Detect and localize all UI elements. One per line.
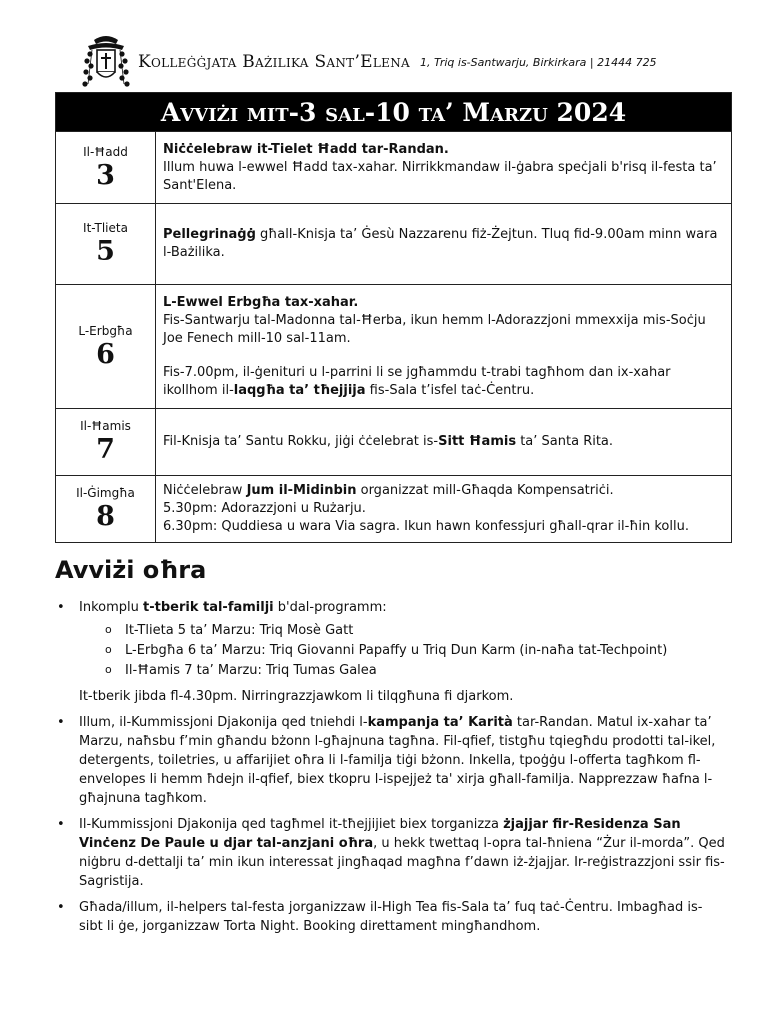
parish-address: 1, Triq is-Santwarju, Birkirkara | 21444 725 (419, 55, 657, 69)
event-text: ta’ Santa Rita. (516, 434, 614, 449)
blessing-schedule-item: o It-Tlieta 5 ta’ Marzu: Triq Mosè Gatt (79, 621, 725, 641)
coat-of-arms-icon (80, 34, 132, 90)
day-cell (56, 476, 156, 543)
day-description (156, 409, 732, 476)
day-name: Il-Ħadd (83, 144, 128, 159)
notice-highlight: kampanja ta’ Karità (367, 715, 513, 730)
day-description (156, 476, 732, 543)
day-description (156, 204, 732, 285)
notice-item (55, 598, 725, 706)
event-text: 6.30pm: Quddiesa u wara Via sagra. Ikun hawn konfessjuri għall-qrar il-ħin kollu. (163, 519, 689, 534)
schedule-row (56, 285, 732, 409)
notice-highlight: żjajjar fir-Residenza San Vinċenz De Paule u djar tal-anzjani oħra (79, 817, 681, 851)
notice-text: Inkomplu (79, 600, 143, 615)
notice-text: tar-Randan. Matul ix-xahar ta’ Marzu, naħsbu f’min għandu bżonn l-għajnuna tagħna. Fil-qfief, tistgħu tqiegħdu prodotti tal-ikel, detergents, toiletries, u affarijiet oħra li l-familja tiġi bżonn. Inkella, tpoġġu l-offerta tagħkom fl-envelopes li hemm ħdejn il-qfief, biex tkopru l-ispejjeż ta' xirja għall-familja. Napprezzaw ħafna l-għajnuna tagħkom. (79, 715, 716, 806)
day-date: 7 (96, 434, 115, 465)
event-highlight: laqgħa ta’ tħejjija (233, 382, 366, 398)
day-name: Il-Ġimgħa (76, 486, 135, 500)
notice-highlight: t-tberik tal-familji (143, 600, 274, 615)
notice-text: b'dal-programm: (273, 600, 387, 615)
day-name: Il-Ħamis (80, 419, 131, 433)
event-highlight: Jum il-Midinbin (246, 483, 357, 498)
notice-item (55, 815, 725, 891)
blessing-schedule-item: o L-Erbgħa 6 ta’ Marzu: Triq Giovanni Papaffy u Triq Dun Karm (in-naħa tat-Techpoint) (79, 641, 725, 661)
day-cell (56, 285, 156, 409)
event-text: għall-Knisja ta’ Ġesù Nazzarenu fiż-Żejtun. Tluq fid-9.00am minn wara l-Bażilika. (163, 227, 718, 260)
day-cell (56, 204, 156, 285)
event-text: Niċċelebraw (163, 483, 247, 498)
page-header (80, 34, 657, 90)
event-text: organizzat mill-Għaqda Kompensatriċi. (356, 483, 614, 498)
event-title: L-Ewwel Erbgħa tax-xahar. (163, 294, 359, 310)
weekly-schedule-table (55, 92, 732, 543)
schedule-row (56, 409, 732, 476)
event-highlight: Pellegrinaġġ (163, 227, 256, 242)
blessing-schedule-list (79, 621, 725, 681)
notice-text: Illum, il-Kummissjoni Djakonija qed tniehdi l- (79, 715, 368, 730)
schedule-banner (56, 93, 732, 132)
day-name: L-Erbgħa (78, 323, 133, 338)
day-date: 6 (96, 338, 115, 370)
event-paragraph (163, 364, 724, 400)
event-highlight: Sitt Ħamis (438, 434, 517, 449)
other-notices-heading: Avviżi oħra (55, 556, 207, 584)
event-text: fis-Sala t’isfel taċ-Ċentru. (365, 382, 535, 398)
event-paragraph (163, 294, 724, 348)
day-cell (56, 409, 156, 476)
blessing-schedule-item: o Il-Ħamis 7 ta’ Marzu: Triq Tumas Galea (79, 661, 725, 681)
schedule-row (56, 476, 732, 543)
notice-note: It-tberik jibda fl-4.30pm. Nirringrazzjawkom li tilqgħuna fi djarkom. (79, 689, 514, 704)
day-date: 5 (96, 236, 115, 267)
event-text: Fil-Knisja ta’ Santu Rokku, jiġi ċċelebrat is- (163, 434, 439, 449)
notice-text: , u hekk twettaq l-opra tal-ħniena “Żur il-morda”. Qed niġbru d-dettalji ta’ min ikun interessat jingħaqad magħna f’dawn iż-żjajjar. Ir-reġistrazzjoni ssir fis-Sagristija. (79, 836, 725, 889)
day-date: 8 (96, 501, 115, 532)
notice-item (55, 713, 725, 808)
day-date: 3 (96, 159, 115, 191)
banner-title: Avviżi mit-3 sal-10 ta’ Marzu 2024 (56, 93, 732, 132)
event-text: Fis-7.00pm, il-ġenituri u l-parrini li se jgħammdu t-trabi tagħhom dan ix-xahar ikollhom il- (163, 364, 671, 398)
event-text: Illum huwa l-ewwel Ħadd tax-xahar. Nirrikkmandaw il-ġabra speċjali b'risq il-festa ta’ Sant'Elena. (163, 159, 717, 193)
day-description (156, 285, 732, 409)
parish-name: Kolleġġjata Bażilika Sant’Elena (138, 52, 410, 72)
other-notices-list (55, 598, 725, 943)
day-description (156, 132, 732, 204)
event-text: Fis-Santwarju tal-Madonna tal-Ħerba, ikun hemm l-Adorazzjoni mmexxija mis-Soċju Joe Fenech mill-10 sal-11am. (163, 312, 706, 346)
notice-text: Għada/illum, il-helpers tal-festa jorganizzaw il-High Tea fis-Sala ta’ fuq taċ-Ċentru. Imbagħad is-sibt li ġe, jorganizzaw Torta Night. Booking direttament mingħandhom. (79, 900, 703, 934)
day-name: It-Tlieta (83, 221, 128, 235)
notice-item (55, 898, 725, 936)
event-title: Niċċelebraw it-Tielet Ħadd tar-Randan. (163, 141, 449, 157)
notice-text: Il-Kummissjoni Djakonija qed tagħmel it-tħejjijiet biex torganizza (79, 817, 504, 832)
schedule-row (56, 132, 732, 204)
event-text: 5.30pm: Adorazzjoni u Rużarju. (163, 501, 366, 516)
day-cell (56, 132, 156, 204)
schedule-row (56, 204, 732, 285)
